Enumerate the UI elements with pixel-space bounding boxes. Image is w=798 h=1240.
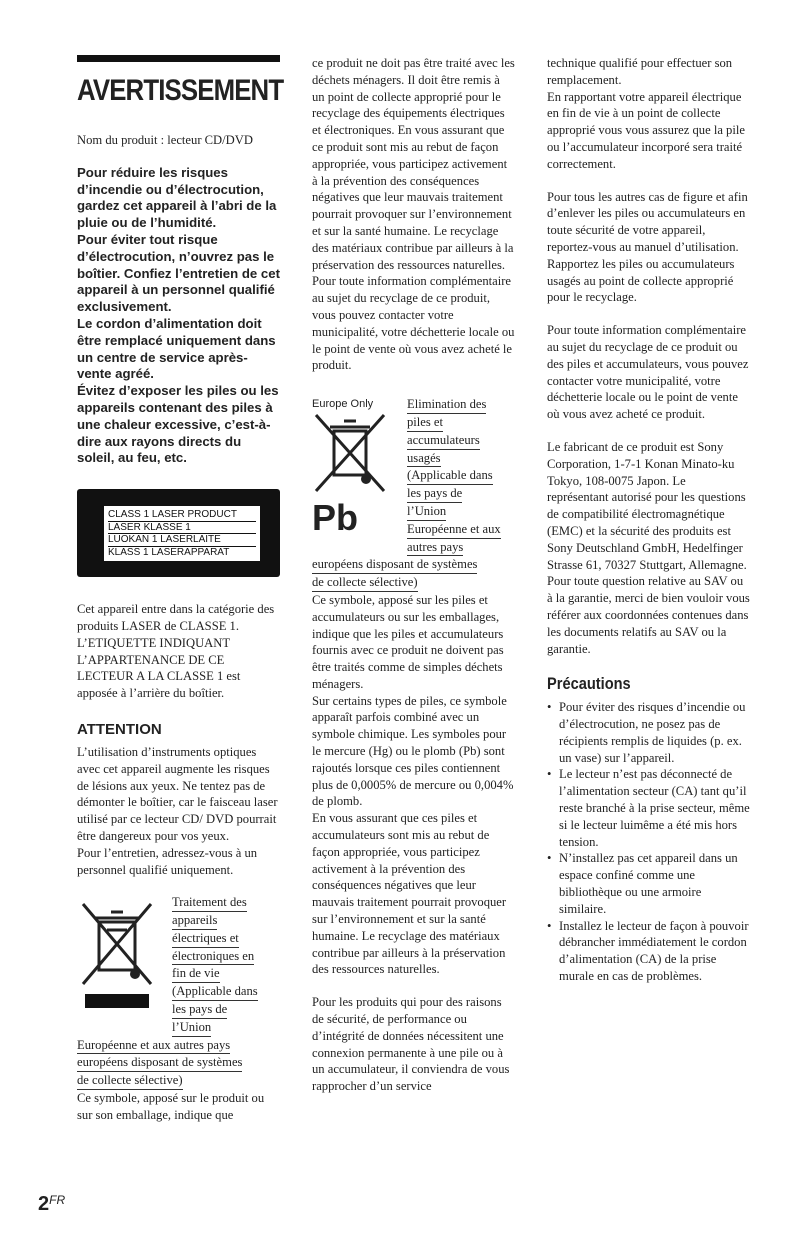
weee-title-line: électriques et (172, 930, 239, 948)
battery-title-line: usagés (407, 450, 441, 468)
product-name: Nom du produit : lecteur CD/DVD (77, 133, 253, 147)
page-title: AVERTISSEMENT (77, 74, 284, 107)
manufacturer-paragraph: Le fabricant de ce produit est Sony Corporation, 1-7-1 Konan Minato-ku Tokyo, 108-0075 Japon. Le représentant autorisé pour les questions de compatibilité électromagnétique (EMC) et la sécurité des produits est Sony Deutschland GmbH, Hedelfinger Strasse 61, 70327 Stuttgart, Allemagne. Pour toute question relative au SAV ou à la garantie, merci de bien vouloir vous référer aux coordonnées contenues dans les documents relatifs au SAV ou la garantie. (547, 439, 750, 656)
battery-title-line: Européenne et aux (407, 521, 501, 539)
battery-title-line: les pays de (407, 485, 462, 503)
page-number (38, 1193, 65, 1216)
column-3 (547, 55, 750, 985)
weee-title-line: électroniques en (172, 948, 254, 966)
attention-heading: ATTENTION (77, 720, 162, 738)
battery-paragraph-2: Sur certains types de piles, ce symbole apparaît parfois combiné avec un symbole chimique. Les symboles pour le mercure (Hg) ou le plomb (Pb) sont rajoutés lorsque ces piles contiennent plus de 0,0005% de mercure ou 0,004% de plomb. (312, 693, 514, 809)
list-item: • Le lecteur n’est pas déconnecté de l’alimentation secteur (CA) tant qu’il reste branché à la prise secteur, même si le lecteur luimême a été mis hors tension. (559, 766, 750, 850)
info-paragraph: Pour toute information complémentaire au sujet du recyclage de ce produit ou des piles et accumulateurs, vous pouvez contacter votre municipalité, votre déchetterie locale ou le point de vente où vous avez acheté ce produit. (547, 323, 749, 422)
warning-4: Évitez d’exposer les piles ou les appareils contenant des piles à une chaleur excessive, c’est-à-dire aux rayons directs du soleil, au feu, etc. (77, 383, 279, 466)
battery-title-line: européens disposant de systèmes (312, 556, 477, 574)
list-item: • Pour éviter des risques d’incendie ou d’électrocution, ne posez pas de récipients remplis de liquides (p. ex. un vase) sur l’appareil. (559, 699, 750, 766)
weee-title-line: les pays de (172, 1001, 227, 1019)
weee-title-line: de collecte sélective) (77, 1072, 183, 1090)
warning-1: Pour réduire les risques d’incendie ou d’électrocution, gardez cet appareil à l’abri de la pluie ou de l’humidité. (77, 164, 277, 231)
laser-label-line: KLASS 1 LASERAPPARAT (108, 546, 230, 558)
battery-paragraph-1: Ce symbole, apposé sur les piles et accumulateurs ou sur les emballages, indique que les piles et accumulateurs fournis avec ce produit ne doivent pas être traités comme de simples déchets ménagers. (312, 592, 504, 691)
laser-label-line: CLASS 1 LASER PRODUCT (108, 509, 256, 522)
weee-title-line: appareils (172, 912, 217, 930)
crossed-bin-icon (312, 413, 388, 495)
weee-title-line: européens disposant de systèmes (77, 1054, 242, 1072)
weee-title-line: l’Union (172, 1019, 211, 1037)
weee-title-line: fin de vie (172, 965, 220, 983)
battery-title-line: (Applicable dans (407, 467, 493, 485)
column-1 (77, 55, 284, 1124)
attention-paragraph-1: L’utilisation d’instruments optiques avec cet appareil augmente les risques de lésions aux yeux. Ne tentez pas de démonter le boîtier, car le faisceau laser utilisé par ce lecteur CD/ DVD pourrait être dangereux pour vos yeux. (77, 744, 278, 843)
laser-label-line: LASER KLASSE 1 (108, 522, 256, 535)
recycling-paragraph: ce produit ne doit pas être traité avec les déchets ménagers. Il doit être remis à un point de collecte approprié pour le recyclage des équipements électriques et électroniques. En vous assurant que ce produit sont mis au rebut de façon appropriée, vous participez activement à la prévention des conséquences négatives que leur mauvais traitement pourrait provoquer sur l’environnement et sur la santé humaine. Le recyclage des matériaux contribue par ailleurs à la préservation des ressources naturelles. Pour toute information complémentaire au sujet du recyclage de ce produit, vous pouvez contacter votre municipalité, votre déchetterie locale ou le point de vente où vous avez acheté le produit. (312, 56, 515, 373)
battery-title-line: accumulateurs (407, 432, 480, 450)
warning-2: Pour éviter tout risque d’électrocution, n’ouvrez pas le boîtier. Confiez l’entretien de cet appareil à un personnel qualifié exclusivement. (77, 231, 280, 315)
replacement-paragraph: technique qualifié pour effectuer son remplacement. (547, 56, 733, 87)
list-item: • N’installez pas cet appareil dans un espace confiné comme une bibliothèque ou une armoire similaire. (559, 850, 750, 917)
laser-label-line: LUOKAN 1 LASERLAITE (108, 534, 256, 547)
laser-class-text: Cet appareil entre dans la catégorie des produits LASER de CLASSE 1. L’ETIQUETTE INDIQUANT L’APPARTENANCE DE CE LECTEUR A LA CLASSE 1 est apposée à l’arrière du boîtier. (77, 602, 275, 701)
page-lang: FR (49, 1193, 66, 1207)
battery-bin-icon (312, 396, 407, 556)
precautions-heading: Précautions (547, 674, 631, 694)
pb-symbol: Pb (312, 496, 359, 538)
battery-title-line: l’Union (407, 503, 446, 521)
title-rule (77, 55, 280, 62)
column-2 (312, 55, 515, 1095)
precautions-list (547, 699, 750, 985)
battery-title-line: autres pays (407, 539, 463, 557)
removal-paragraph: Pour tous les autres cas de figure et afin d’enlever les piles ou accumulateurs en toute sécurité de votre appareil, reportez-vous au manuel d’utilisation. Rapportez les piles ou accumulateurs usagés au point de collecte approprié pour le recyclage. (547, 189, 748, 305)
battery-paragraph-3: En vous assurant que ces piles et accumulateurs sont mis au rebut de façon appropriée, vous participez activement à la prévention des conséquences négatives que leur mauvais traitement pourrait provoquer sur l’environnement et sur la santé humaine. Le recyclage des matériaux contribue par ailleurs à la préservation des ressources naturelles. (312, 811, 507, 977)
weee-title-line: Européenne et aux autres pays (77, 1037, 230, 1055)
attention-paragraph-2: Pour l’entretien, adressez-vous à un personnel qualifié uniquement. (77, 845, 258, 877)
battery-title-line: piles et (407, 414, 443, 432)
page-number-value: 2 (38, 1193, 50, 1215)
weee-title-line: (Applicable dans (172, 983, 258, 1001)
laser-label-box (77, 489, 280, 577)
collection-paragraph: En rapportant votre appareil électrique en fin de vie à un point de collecte approprié vous vous assurez que la pile ou l’accumulateur incorporé sera traité correctement. (547, 89, 745, 171)
weee-text: Ce symbole, apposé sur le produit ou sur son emballage, indique que (77, 1091, 265, 1122)
battery-title-line: de collecte sélective) (312, 574, 418, 592)
battery-paragraph-4: Pour les produits qui pour des raisons de sécurité, de performance ou d’intégrité de données nécessitent une connexion permanente à une pile ou à un accumulateur, il conviendra de vous rapprocher d’un service (312, 995, 510, 1094)
battery-block (312, 396, 515, 556)
battery-title-line: Elimination des (407, 396, 486, 414)
weee-block (77, 894, 280, 1036)
laser-label (104, 506, 260, 561)
europe-only-label: Europe Only (312, 398, 374, 411)
crossed-bin-icon (77, 894, 172, 1036)
warning-3: Le cordon d’alimentation doit être remplacé uniquement dans un centre de service après-vente agréé. (77, 315, 276, 382)
list-item: • Installez le lecteur de façon à pouvoir débrancher immédiatement le cordon d’alimentation (CA) de la prise murale en cas de problèmes. (559, 918, 750, 985)
weee-title-line: Traitement des (172, 894, 247, 912)
